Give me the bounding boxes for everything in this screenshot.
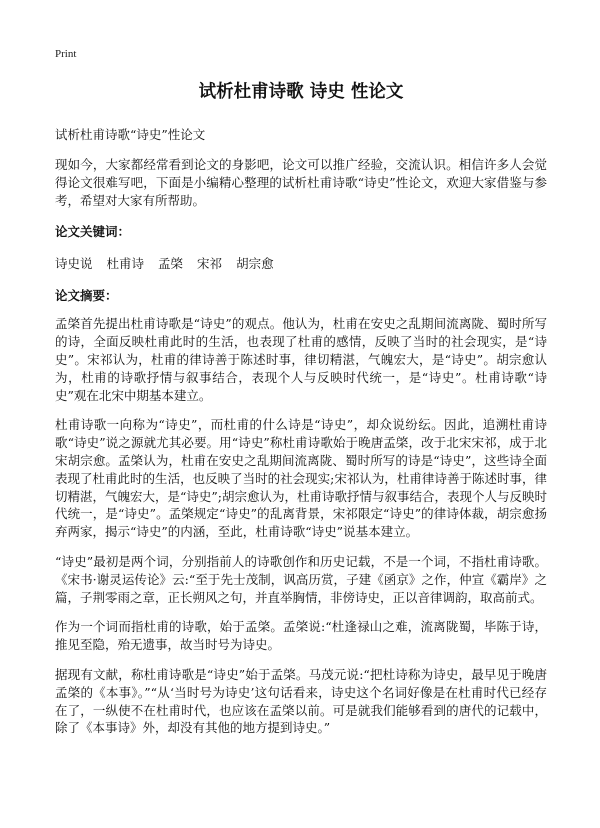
- article-subtitle: 试析杜甫诗歌“诗史”性论文: [55, 127, 206, 142]
- keyword-item: 孟棨: [158, 256, 184, 272]
- body-paragraph: 据现有文献，称杜甫诗歌是“诗史”始于孟棨。马茂元说:“把杜诗称为诗史，最早见于晚唐孟棨的《本事》。”“从‘当时号为诗史’这句话看来，诗史这个名词好像是在杜甫时代已经存在了，一纵使不在杜甫时代，也应该在孟棨以前。可是就我们能够看到的唐代的记载中，除了《本事诗》外，却没有其他的地方提到诗史。”: [55, 666, 547, 736]
- keywords-label: 论文关键词：: [55, 224, 131, 240]
- page-title: 试析杜甫诗歌 诗史 性论文: [198, 82, 404, 102]
- abstract-label: 论文摘要：: [55, 288, 118, 304]
- body-paragraph: 杜甫诗歌一向称为“诗史”，而杜甫的什么诗是“诗史”，却众说纷纭。因此，追溯杜甫诗歌“诗史”说之源就尤其必要。用“诗史”称杜甫诗歌始于晚唐孟棨，改于北宋宋祁，成于北宋胡宗愈。孟棨认为，杜甫在安史之乱期间流离陇、蜀时所写的诗是“诗史”，这些诗全面表现了杜甫此时的生活，也反映了当时的社会现实;宋祁认为，杜甫律诗善于陈述时事，律切精湛，气魄宏大，是“诗史”;胡宗愈认为，杜甫诗歌抒情与叙事结合，表现个人与反映时代统一，是“诗史”。孟棨规定“诗史”的乱离背景，宋祁限定“诗史”的律诗体裁，胡宗愈扬弃两家，揭示“诗史”的内涵，至此，杜甫诗歌“诗史”说基本建立。: [55, 417, 547, 540]
- print-link[interactable]: Print: [55, 48, 77, 60]
- article: [55, 80, 547, 737]
- keyword-item: 宋祁: [197, 256, 223, 272]
- abstract-paragraph: 孟棨首先提出杜甫诗歌是“诗史”的观点。他认为，杜甫在安史之乱期间流离陇、蜀时所写的诗，全面反映杜甫此时的生活，也表现了杜甫的感情，反映了当时的社会现实，是“诗史”。宋祁认为，杜甫的律诗善于陈述时事，律切精湛，气魄宏大，是“诗史”。胡宗愈认为，杜甫的诗歌抒情与叙事结合，表现个人与反映时代统一，是“诗史”。杜甫诗歌“诗史”观在北宋中期基本建立。: [55, 316, 547, 403]
- keyword-item: 诗史说: [55, 256, 93, 272]
- keyword-item: 胡宗愈: [236, 256, 274, 272]
- body-paragraph: “诗史”最初是两个词，分别指前人的诗歌创作和历史记载，不是一个词，不指杜甫诗歌。《宋书·谢灵运传论》云:“至于先士茂制，讽高历赏，子建《函京》之作，仲宣《霸岸》之篇，子荆零雨之章，正长朔风之句，并直举胸情，非傍诗史，正以音律调韵，取高前式。: [55, 553, 547, 605]
- body-paragraph: 作为一个词而指杜甫的诗歌，始于孟棨。孟棨说:“杜逢禄山之难，流离陇蜀，毕陈于诗，推见至隐，殆无遗事，故当时号为诗史。: [55, 619, 547, 653]
- keywords-list: [55, 255, 547, 273]
- keyword-item: 杜甫诗: [106, 256, 145, 272]
- intro-paragraph: 现如今，大家都经常看到论文的身影吧，论文可以推广经验，交流认识。相信许多人会觉得论文很难写吧，下面是小编精心整理的试析杜甫诗歌“诗史”性论文，欢迎大家借鉴与参考，希望对大家有所帮助。: [55, 157, 547, 208]
